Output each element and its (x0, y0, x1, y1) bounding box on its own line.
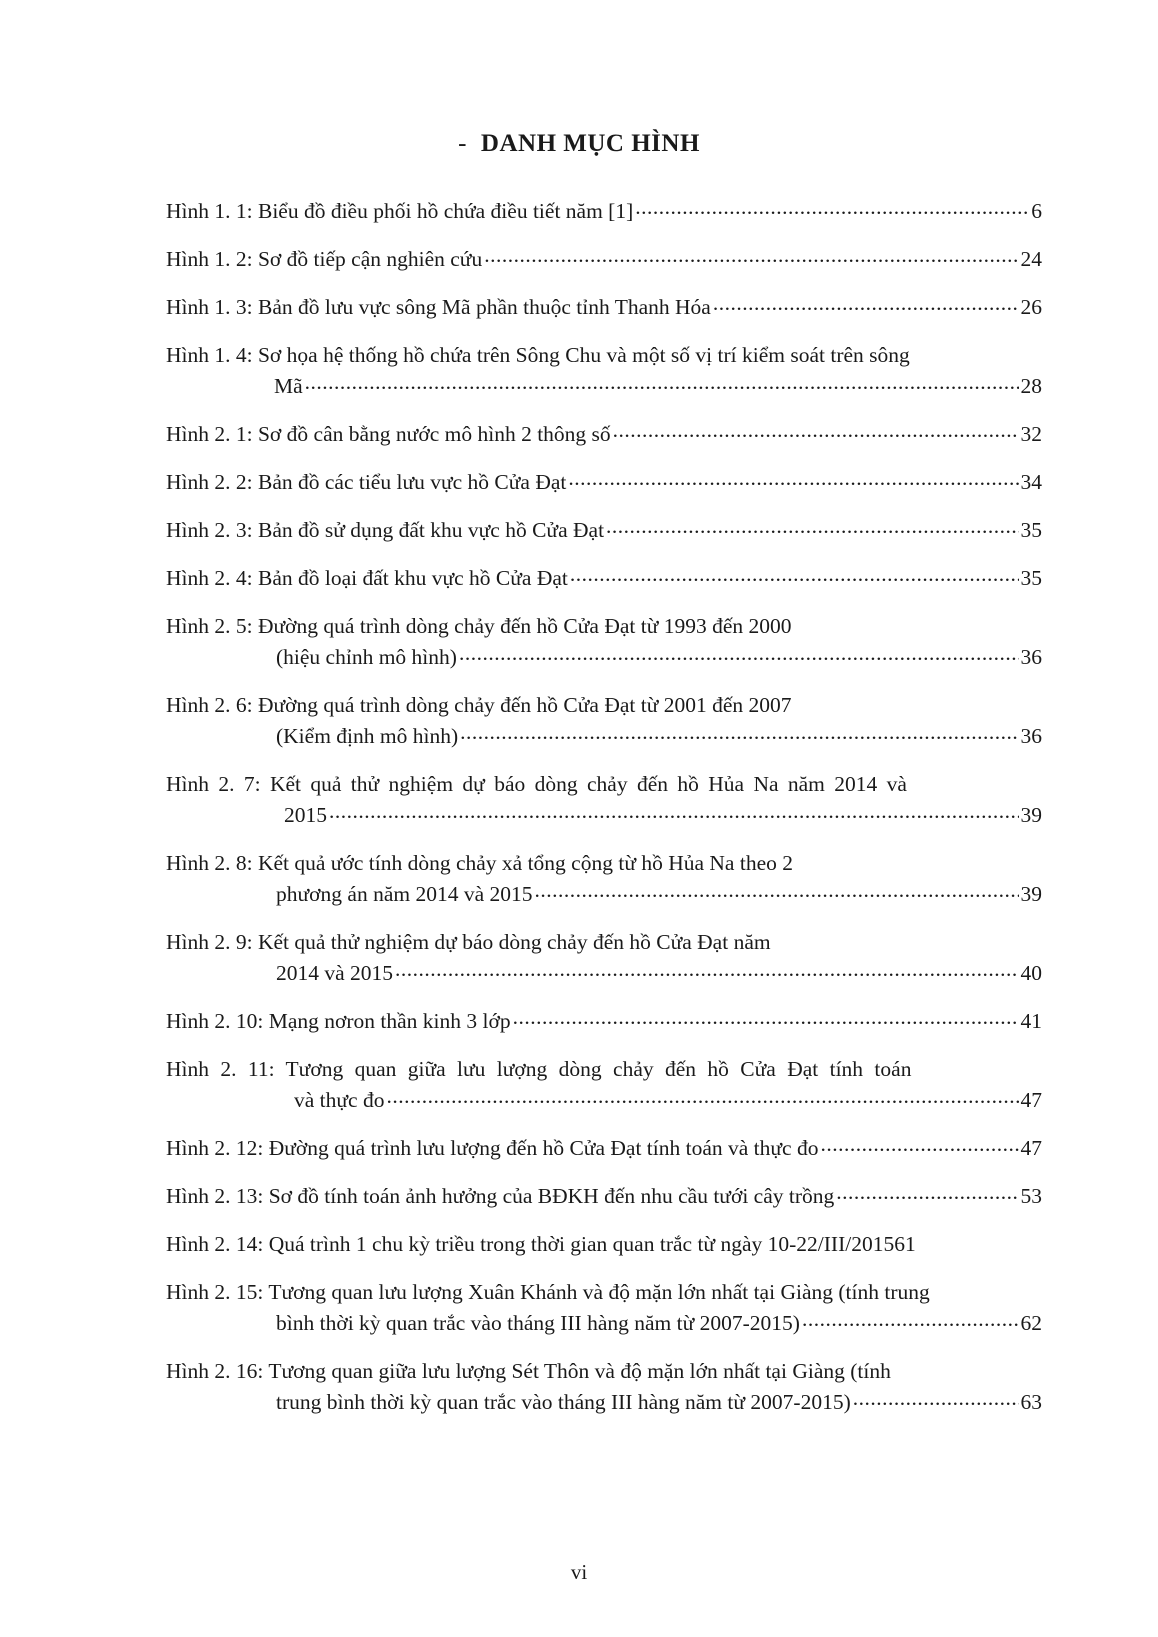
entry-page: 47 (1020, 1088, 1042, 1112)
entry-label: Hình 2. 1: Sơ đồ cân bằng nước mô hình 2 thông số (166, 422, 611, 446)
dot-leader (460, 722, 1018, 744)
toc-entry[interactable] (166, 196, 1042, 227)
toc-entry[interactable] (166, 1229, 1042, 1260)
entry-label: Hình 2. 4: Bản đồ loại đất khu vực hồ Cửa Đạt (166, 566, 568, 590)
toc-entry[interactable] (166, 1181, 1042, 1212)
entry-label-cont: (hiệu chỉnh mô hình) (276, 645, 457, 669)
toc-entry[interactable] (166, 292, 1042, 323)
entry-label-line1 (166, 340, 1042, 371)
entry-page: 35 (1020, 566, 1042, 590)
entry-page: 28 (1020, 374, 1042, 398)
toc-entry[interactable] (166, 1356, 1042, 1418)
toc-entry[interactable] (166, 419, 1042, 450)
entry-label: Hình 2. 14: Quá trình 1 chu kỳ triều trong thời gian quan trắc từ ngày 10-22/III/201561 (166, 1232, 916, 1256)
title-dash: - (458, 130, 467, 157)
entry-page: 32 (1020, 422, 1042, 446)
entry-label: Hình 2. 5: Đường quá trình dòng chảy đến hồ Cửa Đạt từ 1993 đến 2000 (166, 614, 792, 638)
entry-page: 53 (1020, 1184, 1042, 1208)
entry-page: 34 (1020, 470, 1042, 494)
dot-leader (305, 372, 1019, 394)
entry-page: 35 (1020, 518, 1042, 542)
entry-label: Hình 2. 11: Tương quan giữa lưu lượng dòng chảy đến hồ Cửa Đạt tính toán (166, 1057, 912, 1081)
toc-entry[interactable] (166, 515, 1042, 546)
entry-label: Hình 2. 15: Tương quan lưu lượng Xuân Khánh và độ mặn lớn nhất tại Giàng (tính trung (166, 1280, 930, 1304)
entry-label-cont: và thực đo (294, 1088, 385, 1112)
dot-leader (386, 1086, 1018, 1108)
entry-label: Hình 2. 9: Kết quả thử nghiệm dự báo dòng chảy đến hồ Cửa Đạt năm (166, 930, 771, 954)
toc-entry[interactable] (166, 927, 1042, 989)
entry-label: Hình 2. 3: Bản đồ sử dụng đất khu vực hồ Cửa Đạt (166, 518, 605, 542)
dot-leader (820, 1134, 1018, 1156)
entry-label: Hình 2. 7: Kết quả thử nghiệm dự báo dòng chảy đến hồ Hủa Na năm 2014 và (166, 772, 907, 796)
entry-label-line1 (166, 1054, 1042, 1085)
entry-label: Hình 2. 10: Mạng nơron thần kinh 3 lớp (166, 1009, 511, 1033)
toc-entry[interactable] (166, 467, 1042, 498)
entry-label: Hình 2. 6: Đường quá trình dòng chảy đến hồ Cửa Đạt từ 2001 đến 2007 (166, 693, 792, 717)
dot-leader (635, 197, 1029, 219)
entry-page: 62 (1020, 1311, 1042, 1335)
entry-label-cont: 2014 và 2015 (276, 961, 394, 985)
entry-label: Hình 2. 13: Sơ đồ tính toán ảnh hưởng của BĐKH đến nhu cầu tưới cây trồng (166, 1184, 835, 1208)
toc-entry[interactable] (166, 611, 1042, 673)
entry-label-cont: (Kiểm định mô hình) (276, 724, 459, 748)
toc-entry[interactable] (166, 563, 1042, 594)
dot-leader (853, 1388, 1019, 1410)
dot-leader (802, 1309, 1019, 1331)
dot-leader (570, 564, 1019, 586)
dot-leader (568, 468, 1018, 490)
dot-leader (606, 516, 1018, 538)
entry-label-cont: Mã (274, 374, 303, 398)
entry-page: 47 (1020, 1136, 1042, 1160)
dot-leader (535, 880, 1019, 902)
figure-list (166, 196, 1042, 1435)
entry-label-cont: phương án năm 2014 và 2015 (276, 882, 533, 906)
dot-leader (513, 1007, 1019, 1029)
entry-label: Hình 2. 2: Bản đồ các tiểu lưu vực hồ Cửa Đạt (166, 470, 567, 494)
toc-entry[interactable] (166, 848, 1042, 910)
entry-label: Hình 2. 16: Tương quan giữa lưu lượng Sét Thôn và độ mặn lớn nhất tại Giàng (tính (166, 1359, 891, 1383)
toc-entry[interactable] (166, 1277, 1042, 1339)
dot-leader (329, 801, 1019, 823)
toc-entry[interactable] (166, 690, 1042, 752)
entry-page: 39 (1020, 803, 1042, 827)
entry-page: 6 (1031, 199, 1042, 223)
title-text: DANH MỤC HÌNH (480, 130, 700, 157)
entry-page: 41 (1020, 1009, 1042, 1033)
entry-page: 40 (1020, 961, 1042, 985)
dot-leader (613, 420, 1019, 442)
page-title (0, 130, 1158, 158)
dot-leader (395, 959, 1018, 981)
toc-entry[interactable] (166, 1054, 1042, 1116)
entry-page: 63 (1020, 1390, 1042, 1414)
dot-leader (713, 293, 1019, 315)
entry-page: 26 (1020, 295, 1042, 319)
entry-label: Hình 1. 4: Sơ họa hệ thống hồ chứa trên Sông Chu và một số vị trí kiểm soát trên sông (166, 343, 910, 367)
entry-label: Hình 1. 2: Sơ đồ tiếp cận nghiên cứu (166, 247, 483, 271)
entry-page: 36 (1020, 645, 1042, 669)
entry-page: 36 (1020, 724, 1042, 748)
toc-entry[interactable] (166, 1006, 1042, 1037)
page-number: vi (570, 1560, 588, 1584)
dot-leader (459, 643, 1019, 665)
dot-leader (836, 1182, 1018, 1204)
entry-label: Hình 1. 1: Biểu đồ điều phối hồ chứa điều tiết năm [1] (166, 199, 634, 223)
entry-label: Hình 2. 8: Kết quả ước tính dòng chảy xả tổng cộng từ hồ Hủa Na theo 2 (166, 851, 793, 875)
toc-entry[interactable] (166, 244, 1042, 275)
entry-label-line1 (166, 769, 1042, 800)
toc-entry[interactable] (166, 1133, 1042, 1164)
entry-label-cont: 2015 (284, 803, 327, 827)
entry-page: 39 (1020, 882, 1042, 906)
entry-label-cont: bình thời kỳ quan trắc vào tháng III hàng năm từ 2007-2015) (276, 1311, 800, 1335)
dot-leader (484, 245, 1018, 267)
toc-entry[interactable] (166, 340, 1042, 402)
entry-label: Hình 2. 12: Đường quá trình lưu lượng đến hồ Cửa Đạt tính toán và thực đo (166, 1136, 819, 1160)
entry-label: Hình 1. 3: Bản đồ lưu vực sông Mã phần thuộc tỉnh Thanh Hóa (166, 295, 711, 319)
entry-label-cont: trung bình thời kỳ quan trắc vào tháng III hàng năm từ 2007-2015) (276, 1390, 851, 1414)
toc-entry[interactable] (166, 769, 1042, 831)
entry-page: 24 (1020, 247, 1042, 271)
